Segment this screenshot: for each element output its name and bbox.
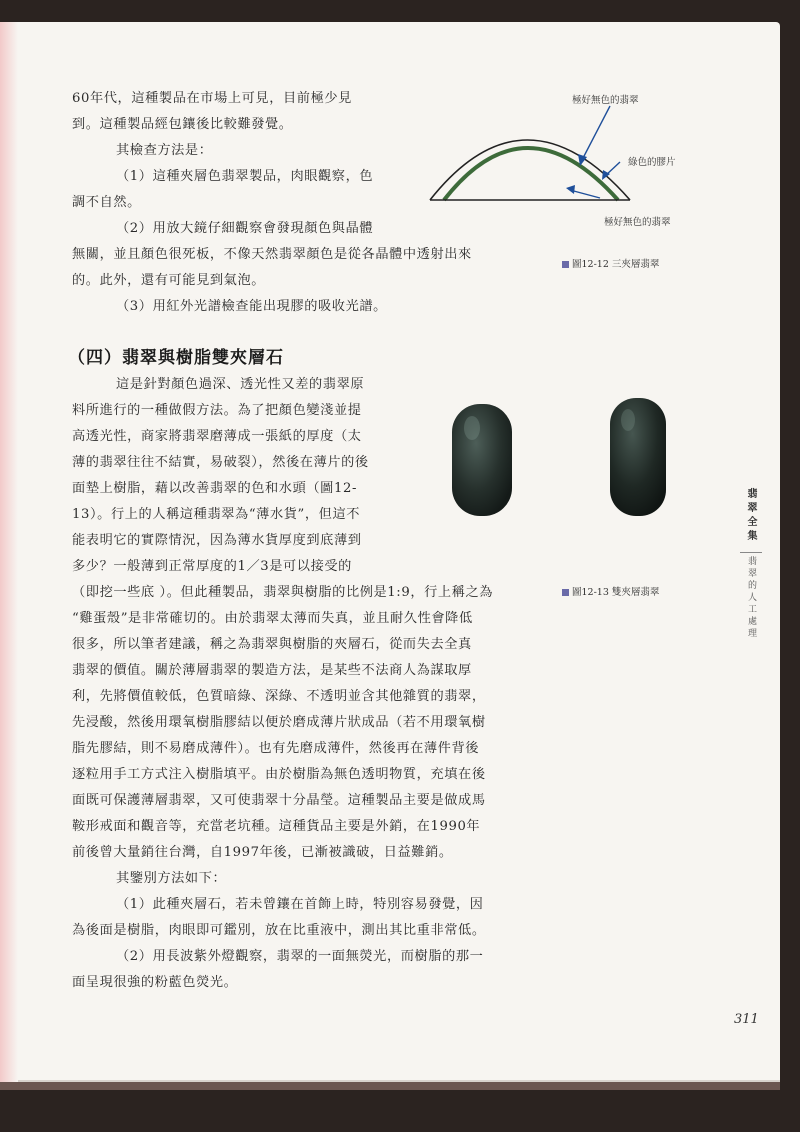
cabochon-left-highlight: [464, 416, 480, 440]
cabochon-right: [610, 398, 666, 516]
body-text-line: 面呈現很強的粉藍色熒光。: [72, 975, 238, 990]
page-number: 311: [734, 1012, 759, 1027]
body-text-line: “雞蛋殼”是非常確切的。由於翡翠太薄而失真，並且耐久性會降低: [72, 611, 473, 626]
body-text-line: 高透光性，商家將翡翠磨薄成一張紙的厚度（太: [72, 429, 362, 444]
body-text-line: 脂先膠結，則不易磨成薄件）。也有先磨成薄件，然後再在薄件背後: [72, 741, 480, 756]
body-text-line: 利，先將價值較低，色質暗綠、深綠、不透明並含其他雜質的翡翠，: [72, 689, 486, 704]
sidebar-book-title: 翡翠全集: [745, 488, 756, 544]
book-bottom-edge: [0, 1082, 780, 1090]
section-heading: （四）翡翠與樹脂雙夾層石: [68, 348, 284, 368]
figure-caption-12-13: [562, 584, 659, 598]
body-text-line: 先浸酸，然後用環氧樹脂膠結以便於磨成薄片狀成品（若不用環氧樹: [72, 715, 486, 730]
body-text-line: 到。這種製品經包鑲後比較難發覺。: [72, 117, 293, 132]
body-text-line: 面既可保護薄層翡翠，又可使翡翠十分晶瑩。這種製品主要是做成馬: [72, 793, 486, 808]
body-text-line: （2）用放大鏡仔細觀察會發現顏色與晶體: [116, 221, 374, 236]
diagram-label-bottom: 極好無色的翡翠: [604, 217, 671, 228]
figure-caption-text: 圖12-13 雙夾層翡翠: [572, 587, 660, 598]
body-text-line: 無關，並且顏色很死板，不像天然翡翠顏色是從各晶體中透射出來: [72, 247, 472, 262]
body-text-line: 很多，所以筆者建議，稱之為翡翠與樹脂的夾層石，從而失去全真: [72, 637, 472, 652]
cabochon-right-highlight: [621, 409, 635, 431]
body-text-line: 逐粒用手工方式注入樹脂填平。由於樹脂為無色透明物質，充填在後: [72, 767, 486, 782]
sidebar-divider: [740, 552, 762, 553]
body-text-line: （即挖一些底 ）。但此種製品，翡翠與樹脂的比例是1:9，行上稱之為: [72, 585, 494, 600]
body-text-line: 薄的翡翠往往不結實，易破裂），然後在薄片的後: [72, 455, 369, 470]
caption-icon: [562, 261, 569, 268]
body-text-line: 鞍形戒面和觀音等，充當老坑種。這種貨品主要是外銷，在1990年: [72, 819, 481, 834]
body-text-line: 這是針對顏色過深、透光性又差的翡翠原: [116, 377, 365, 392]
body-text-line: 的。此外，還有可能見到氣泡。: [72, 273, 266, 288]
body-text-line: （1）此種夾層石，若未曾鑲在首飾上時，特別容易發覺，因: [116, 897, 484, 912]
jadeite-cabochon-photo: [440, 394, 680, 534]
body-text-line: 多少？一般薄到正常厚度的1／3是可以接受的: [72, 559, 352, 574]
body-text-line: 其檢查方法是：: [116, 143, 213, 158]
body-text-line: （2）用長波紫外燈觀察，翡翠的一面無熒光，而樹脂的那一: [116, 949, 484, 964]
body-text-line: 為後面是樹脂，肉眼即可鑑別，放在比重液中，測出其比重非常低。: [72, 923, 486, 938]
body-text-line: （1）這種夾層色翡翠製品，肉眼觀察，色: [116, 169, 374, 184]
body-text-line: 能表明它的實際情況，因為薄水貨厚度到底薄到: [72, 533, 362, 548]
page-spine-shadow: [0, 22, 18, 1082]
body-text-line: 料所進行的一種做假方法。為了把顏色變淺並提: [72, 403, 362, 418]
caption-icon: [562, 589, 569, 596]
body-text-line: 前後曾大量銷往台灣，自1997年後，已漸被識破，日益難銷。: [72, 845, 453, 860]
body-text-line: 13）。行上的人稱這種翡翠為“薄水貨”，但這不: [72, 507, 361, 522]
sidebar-chapter-title: 翡翠的人工處理: [746, 556, 756, 640]
diagram-label-top: 極好無色的翡翠: [572, 95, 639, 106]
figure-caption-text: 圖12-12 三夾層翡翠: [572, 259, 660, 270]
cabochon-left: [452, 404, 512, 516]
diagram-arrowhead-bottom: [566, 185, 575, 194]
body-text-line: 面墊上樹脂，藉以改善翡翠的色和水頭（圖12-: [72, 481, 357, 496]
body-text-line: 翡翠的價值。關於薄層翡翠的製造方法，是某些不法商人為謀取厚: [72, 663, 472, 678]
body-text-line: （3）用紅外光譜檢查能出現膠的吸收光譜。: [116, 299, 387, 314]
diagram-pointer-bottom: [570, 190, 600, 198]
body-text-line: 60年代，這種製品在市場上可見，目前極少見: [72, 91, 352, 106]
diagram-pointer-top: [582, 106, 610, 160]
body-text-line: 其鑒別方法如下：: [116, 871, 227, 886]
diagram-label-middle: 綠色的膠片: [628, 157, 676, 168]
figure-caption-12-12: [562, 256, 659, 270]
diagram-glue-layer: [444, 148, 618, 200]
body-text-line: 調不自然。: [72, 195, 141, 210]
